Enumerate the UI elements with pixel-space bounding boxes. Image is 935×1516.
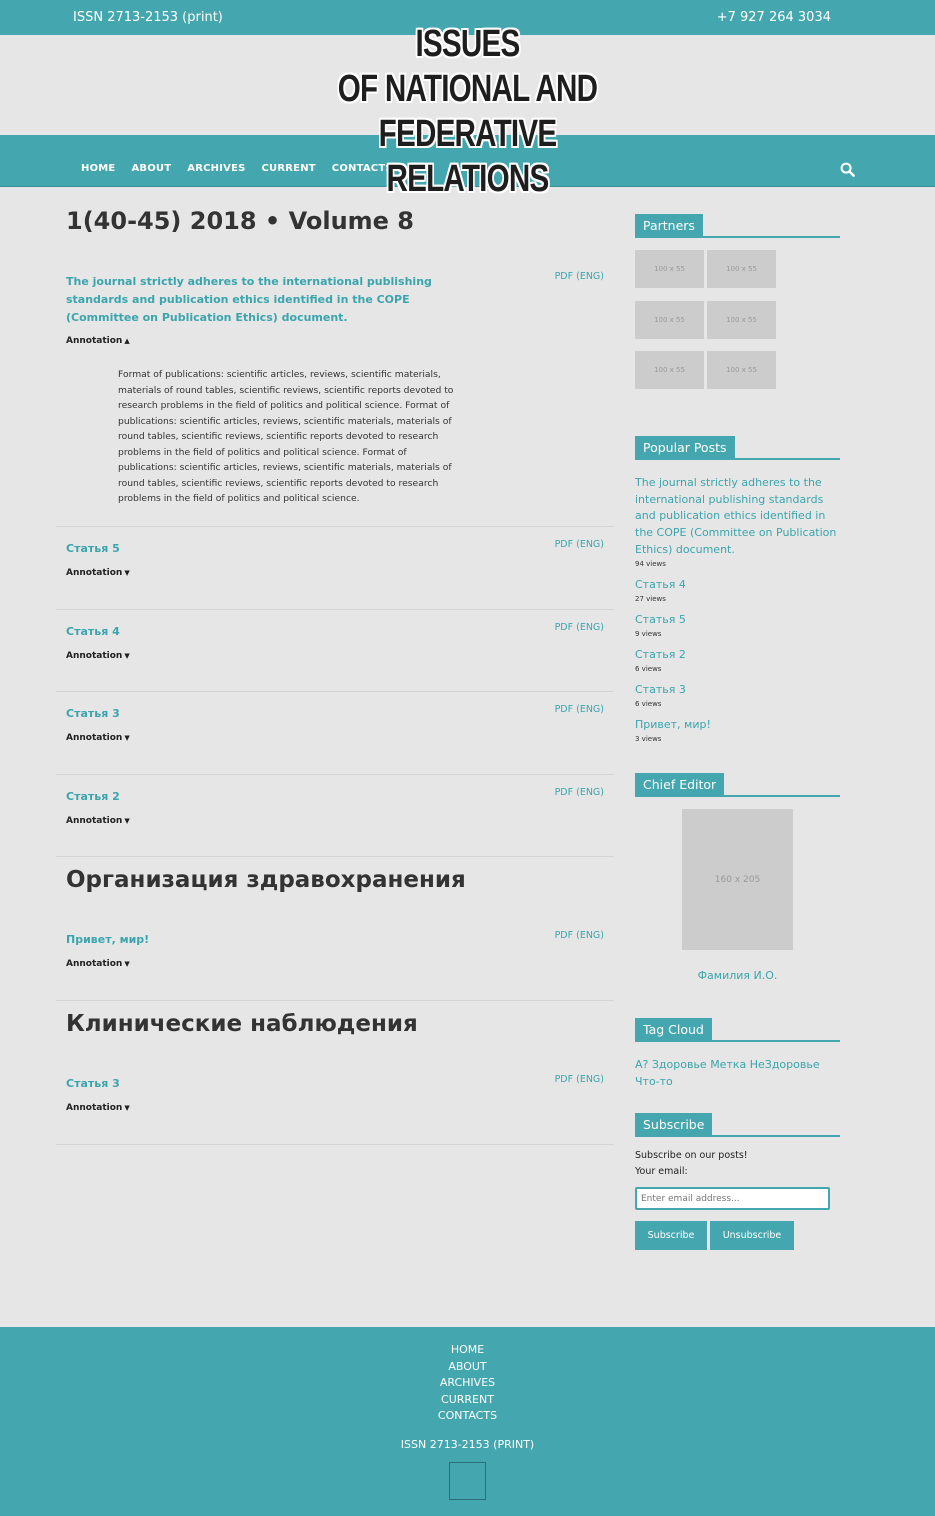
footer-counter-badge[interactable] [449,1462,486,1500]
subscribe-button[interactable]: Subscribe [635,1221,707,1250]
popular-post-views: 3 views [635,734,662,743]
tags-widget-title [635,1018,840,1042]
article-item [56,527,614,610]
section-title: Клинические наблюдения [66,1011,418,1037]
popular-post-link[interactable]: Привет, мир! [635,718,711,731]
site-logo[interactable] [230,22,705,202]
footer [0,1327,935,1516]
article-abstract: Format of publications: scientific articles, reviews, scientific materials, materials of round tables, scientific reviews, scientific reports devoted to research problems in the field of politics and political science. Format of publications: scientific articles, reviews, scientific materials, materials of round tables, scientific reviews, scientific reports devoted to research problems in the field of politics and political science. Format of publications: scientific articles, reviews, scientific materials, materials of round tables, scientific reviews, scientific reports devoted to research problems in the field of politics and political science. [118,369,454,504]
logo-line-1: ISSUES [415,23,520,65]
popular-post-views: 6 views [635,699,662,708]
email-label: Your email: [635,1166,688,1177]
article-item [56,775,614,857]
annotation-toggle[interactable] [66,651,130,661]
popular-post-views: 9 views [635,629,662,638]
unsubscribe-button[interactable]: Unsubscribe [710,1221,794,1250]
partner-thumb[interactable]: 100 x 55 [707,301,776,339]
nav-current[interactable]: CURRENT [261,163,316,174]
subscribe-intro: Subscribe on our posts! [635,1150,748,1161]
partner-thumb[interactable]: 100 x 55 [635,250,704,288]
subscribe-title: Subscribe [635,1113,712,1137]
annotation-label: Annotation [66,959,123,969]
popular-post-link[interactable]: Статья 5 [635,613,686,626]
article-title[interactable]: Статья 4 [66,625,120,638]
partners-title: Partners [635,214,703,238]
article-item [56,610,614,692]
popular-post-link[interactable]: Статья 3 [635,683,686,696]
partner-thumb[interactable]: 100 x 55 [635,351,704,389]
article-title[interactable]: Статья 3 [66,1077,120,1090]
article-title[interactable]: Статья 2 [66,790,120,803]
subscribe-widget-title [635,1113,840,1137]
popular-post-views: 94 views [635,559,666,568]
footer-link-about[interactable]: ABOUT [448,1359,487,1373]
email-field[interactable] [635,1187,830,1210]
popular-title: Popular Posts [635,436,735,460]
article-title[interactable]: Статья 3 [66,707,120,720]
article-title[interactable]: The journal strictly adheres to the international publishing standards and publication ethics identified in the COPE (Committee on Publication Ethics) document. [66,275,432,324]
pdf-link[interactable]: PDF (ENG) [554,930,604,941]
phone-number[interactable]: +7 927 264 3034 [716,10,831,25]
caret-down-icon: ▼ [124,817,130,825]
annotation-label: Annotation [66,816,123,826]
annotation-toggle[interactable] [66,568,130,578]
annotation-toggle[interactable] [66,336,130,346]
editor-photo: 160 x 205 [682,809,793,950]
caret-down-icon: ▼ [124,960,130,968]
annotation-label: Annotation [66,733,123,743]
partner-thumb[interactable]: 100 x 55 [635,301,704,339]
caret-down-icon: ▼ [124,569,130,577]
section-title: Организация здравохранения [66,867,466,893]
footer-link-home[interactable]: HOME [450,1343,485,1356]
popular-widget-title [635,436,840,460]
annotation-label: Annotation [66,651,123,661]
logo-line-2: OF NATIONAL AND FEDERATIVE [337,68,598,155]
popular-post [635,682,840,708]
section-block [56,1001,614,1145]
pdf-link[interactable]: PDF (ENG) [554,704,604,715]
caret-down-icon: ▼ [124,734,130,742]
popular-post [635,647,840,673]
popular-post [635,612,840,638]
article-item [56,692,614,775]
caret-up-icon: ▲ [124,337,130,345]
section-block [56,857,614,1001]
nav-about[interactable]: ABOUT [131,163,172,174]
partners-widget-title [635,214,840,238]
footer-link-archives[interactable]: ARCHIVES [439,1376,496,1390]
editor-title: Chief Editor [635,773,724,797]
nav-home[interactable]: HOME [81,163,116,174]
annotation-toggle[interactable] [66,733,130,743]
tag-cloud[interactable]: А? Здоровье Метка НеЗдоровье Что-то [635,1058,820,1088]
volume-title: 1(40-45) 2018 • Volume 8 [66,207,414,235]
editor-name[interactable]: Фамилия И.О. [697,969,778,982]
issn-text: ISSN 2713-2153 (print) [73,10,223,25]
footer-link-contacts[interactable]: CONTACTS [437,1409,498,1423]
article-title[interactable]: Привет, мир! [66,933,150,946]
pdf-link[interactable]: PDF (ENG) [554,1074,604,1085]
logo-line-3: RELATIONS [386,158,549,200]
popular-post [635,475,840,568]
article-title[interactable]: Статья 5 [66,542,120,555]
tags-title: Tag Cloud [635,1018,712,1042]
annotation-label: Annotation [66,1103,123,1113]
search-icon[interactable] [840,162,855,177]
popular-post-link[interactable]: The journal strictly adheres to the international publishing standards and publication ethics identified in the COPE (Committee on Publication Ethics) document. [635,476,837,556]
popular-post-link[interactable]: Статья 4 [635,578,686,591]
annotation-toggle[interactable] [66,959,130,969]
pdf-link[interactable]: PDF (ENG) [554,271,604,282]
popular-post [635,577,840,603]
article-item [56,187,614,527]
popular-post-views: 6 views [635,664,662,673]
pdf-link[interactable]: PDF (ENG) [554,787,604,798]
popular-post-link[interactable]: Статья 2 [635,648,686,661]
partner-thumb[interactable]: 100 x 55 [707,351,776,389]
footer-link-current[interactable]: CURRENT [441,1392,494,1406]
annotation-label: Annotation [66,568,123,578]
nav-contacts[interactable]: CONTACTS [331,163,393,174]
caret-down-icon: ▼ [124,652,130,660]
pdf-link[interactable]: PDF (ENG) [554,539,604,550]
partner-thumb[interactable]: 100 x 55 [707,250,776,288]
annotation-toggle[interactable] [66,1103,130,1113]
nav-archives[interactable]: ARCHIVES [187,163,246,174]
popular-post-views: 27 views [635,594,666,603]
footer-issn: ISSN 2713-2153 (PRINT) [400,1438,535,1451]
popular-post [635,717,840,743]
caret-down-icon: ▼ [124,1104,130,1112]
editor-widget-title [635,773,840,797]
annotation-label: Annotation [66,336,123,346]
pdf-link[interactable]: PDF (ENG) [554,622,604,633]
annotation-toggle[interactable] [66,816,130,826]
